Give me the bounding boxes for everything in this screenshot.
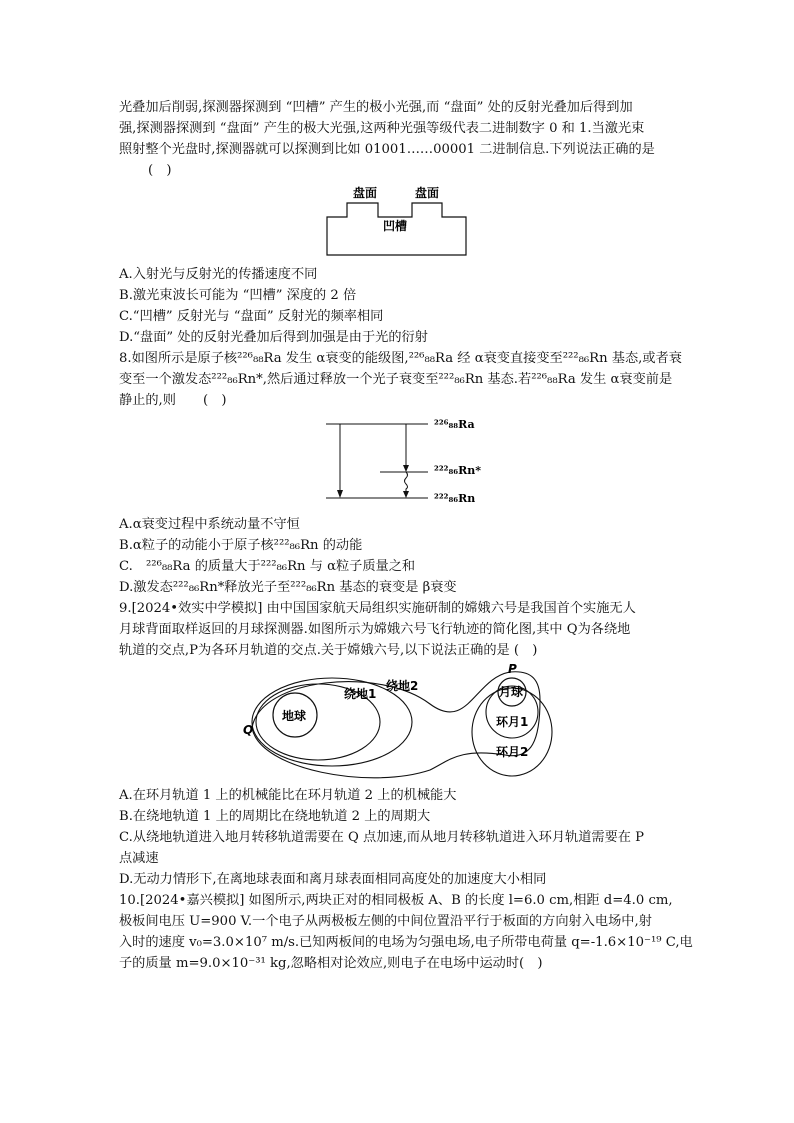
q7-text-line-3: 照射整个光盘时,探测器就可以探测到比如 01001……00001 二进制信息.下列说法正确的是 bbox=[119, 142, 655, 157]
moon-label: 月球 bbox=[499, 685, 524, 699]
q8-text-line-3: 静止的,则 bbox=[119, 393, 176, 408]
disc-groove-label: 凹槽 bbox=[383, 219, 408, 233]
q7-option-c: C.“凹槽” 反射光与 “盘面” 反射光的频率相同 bbox=[119, 309, 384, 324]
energy-level-figure bbox=[320, 412, 481, 507]
earth-orbit-1-label: 绕地1 bbox=[344, 687, 377, 701]
q7-text-line-1: 光叠加后削弱,探测器探测到 “凹槽” 产生的极小光强,而 “盘面” 处的反射光叠加后得到加 bbox=[119, 100, 633, 115]
q8-option-c: C. ²²⁶₈₈Ra 的质量大于²²²₈₆Rn 与 α粒子质量之和 bbox=[119, 559, 416, 574]
disc-surface-label-1: 盘面 bbox=[353, 186, 378, 200]
earth-label: 地球 bbox=[282, 709, 307, 723]
q10-text-line-4: 子的质量 m=9.0×10⁻³¹ kg,忽略相对论效应,则电子在电场中运动时( ) bbox=[119, 956, 543, 971]
q7-option-d: D.“盘面” 处的反射光叠加后得到加强是由于光的衍射 bbox=[119, 330, 428, 345]
q9-text-line-3: 轨道的交点,P为各环月轨道的交点.关于嫦娥六号,以下说法正确的是 ( ) bbox=[119, 643, 538, 658]
disc-surface-label-2: 盘面 bbox=[415, 186, 440, 200]
q7-answer-bracket: ( ) bbox=[148, 163, 172, 178]
earth-orbit-2-label: 绕地2 bbox=[386, 679, 419, 693]
radon-excited-level-label: ²²²₈₆Rn* bbox=[434, 464, 481, 477]
moon-orbit-1-label: 环月1 bbox=[496, 715, 529, 729]
q8-text-line-1: 8.如图所示是原子核²²⁶₈₈Ra 发生 α衰变的能级图,²²⁶₈₈Ra 经 α衰变直接变至²²²₈₆Rn 基态,或者衰 bbox=[119, 351, 682, 366]
q10-text-line-1: 10.[2024•嘉兴模拟] 如图所示,两块正对的相同极板 A、B 的长度 l=6.0 cm,相距 d=4.0 cm, bbox=[119, 893, 673, 908]
q9-option-c-line-1: C.从绕地轨道进入地月转移轨道需要在 Q 点加速,而从地月转移轨道进入环月轨道需要在 P bbox=[119, 830, 645, 845]
q7-option-a: A.入射光与反射光的传播速度不同 bbox=[119, 267, 318, 282]
q7-text-line-2: 强,探测器探测到 “盘面” 产生的极大光强,这两种光强等级代表二进制数字 0 和 1.当激光束 bbox=[119, 121, 645, 136]
q9-text-line-1: 9.[2024•效实中学模拟] 由中国国家航天局组织实施研制的嫦娥六号是我国首个实施无人 bbox=[119, 601, 636, 616]
point-q-label: Q bbox=[243, 723, 254, 737]
q9-text-line-2: 月球背面取样返回的月球探测器.如图所示为嫦娥六号飞行轨迹的简化图,其中 Q为各绕地 bbox=[119, 622, 631, 637]
optical-disc-figure bbox=[325, 183, 470, 258]
q9-option-d: D.无动力情形下,在离地球表面和离月球表面相同高度处的加速度大小相同 bbox=[119, 872, 547, 887]
q9-option-c-line-2: 点减速 bbox=[119, 851, 159, 866]
q8-text-line-2: 变至一个激发态²²²₈₆Rn*,然后通过释放一个光子衰变至²²²₈₆Rn 基态.若²²⁶₈₈Ra 发生 α衰变前是 bbox=[119, 372, 673, 387]
q8-answer-bracket: ( ) bbox=[203, 393, 227, 408]
moon-orbit-2-label: 环月2 bbox=[496, 745, 529, 759]
earth-moon-orbit-figure bbox=[240, 660, 570, 780]
q7-option-b: B.激光束波长可能为 “凹槽” 深度的 2 倍 bbox=[119, 288, 357, 303]
q8-option-d: D.激发态²²²₈₆Rn*释放光子至²²²₈₆Rn 基态的衰变是 β衰变 bbox=[119, 580, 457, 595]
radium-level-label: ²²⁶₈₈Ra bbox=[434, 418, 475, 431]
radon-ground-level-label: ²²²₈₆Rn bbox=[434, 492, 476, 505]
q9-option-a: A.在环月轨道 1 上的机械能比在环月轨道 2 上的机械能大 bbox=[119, 788, 457, 803]
q8-option-a: A.α衰变过程中系统动量不守恒 bbox=[119, 517, 300, 532]
q10-text-line-2: 极板间电压 U=900 V.一个电子从两极板左侧的中间位置沿平行于板面的方向射入电场中,射 bbox=[119, 914, 652, 929]
point-p-label: P bbox=[508, 662, 517, 676]
q8-option-b: B.α粒子的动能小于原子核²²²₈₆Rn 的动能 bbox=[119, 538, 363, 553]
q9-option-b: B.在绕地轨道 1 上的周期比在绕地轨道 2 上的周期大 bbox=[119, 809, 431, 824]
q10-text-line-3: 入时的速度 v₀=3.0×10⁷ m/s.已知两板间的电场为匀强电场,电子所带电荷量 q=-1.6×10⁻¹⁹ C,电 bbox=[119, 935, 693, 950]
